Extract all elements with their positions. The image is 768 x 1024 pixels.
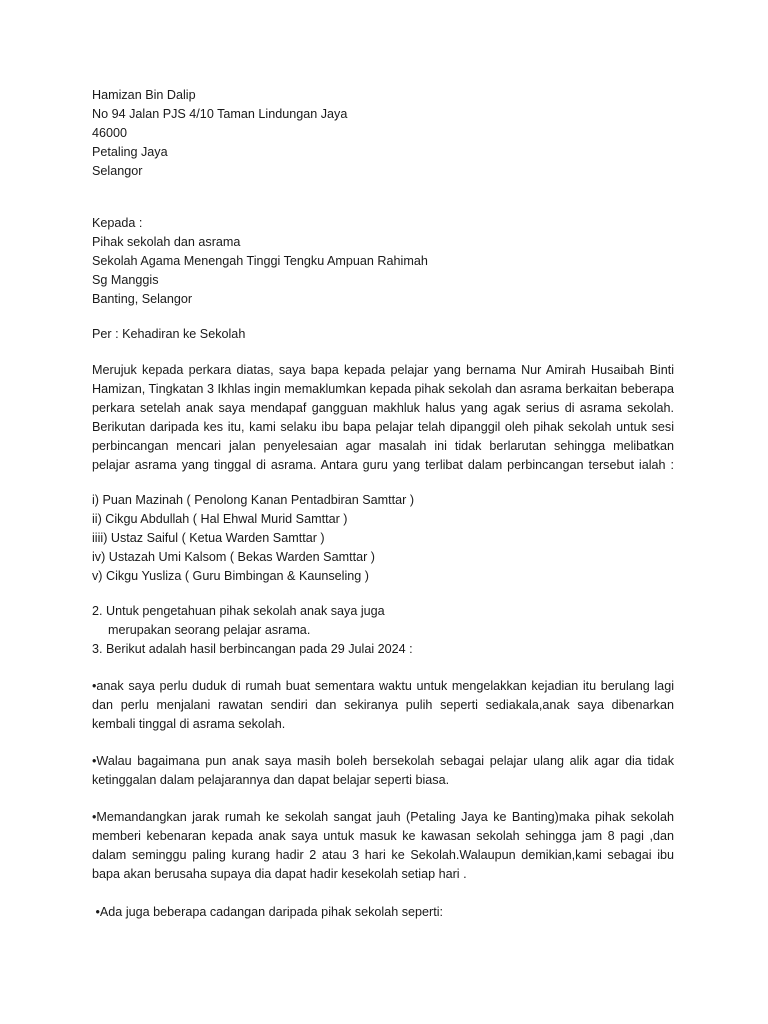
paragraph-line: dalam seminggu paling kurang hadir 2 atau 3 hari ke Sekolah.Walaupun demikian,kami sebagai ibu [92, 848, 674, 862]
sender-address [92, 86, 674, 181]
paragraph-line: perkara setelah anak saya mendapaf gangguan makhluk halus yang agak serius di asrama sekolah. [92, 401, 674, 415]
recipient-address [92, 214, 674, 309]
recipient-line: Pihak sekolah dan asrama [92, 235, 241, 249]
paragraph-line: •Memandangkan jarak rumah ke sekolah sangat jauh (Petaling Jaya ke Banting)maka pihak sekolah [92, 810, 674, 824]
sender-address-line: No 94 Jalan PJS 4/10 Taman Lindungan Jaya [92, 107, 348, 121]
sender-postcode: 46000 [92, 126, 128, 140]
paragraph-line: Hamizan, Tingkatan 3 Ikhlas ingin memaklumkan kepada pihak sekolah dan asrama berkaitan beberapa [92, 382, 674, 396]
bullet-paragraph [92, 752, 674, 790]
bullet-paragraph [92, 677, 674, 734]
sender-name: Hamizan Bin Dalip [92, 88, 196, 102]
paragraph-line: •Walau bagaimana pun anak saya masih boleh bersekolah sebagai pelajar ulang alik agar dia tidak [92, 754, 674, 768]
bullet-paragraph: •Ada juga beberapa cadangan daripada pihak sekolah seperti: [92, 905, 443, 919]
list-item: iv) Ustazah Umi Kalsom ( Bekas Warden Samttar ) [92, 550, 375, 564]
point-2-line: 2. Untuk pengetahuan pihak sekolah anak saya juga [92, 604, 385, 618]
paragraph-line: perbincangan mencari jalan penyelesaian agar masalah ini tidak berlarutan sehingga melibatkan [92, 439, 674, 453]
list-item: ii) Cikgu Abdullah ( Hal Ehwal Murid Samttar ) [92, 512, 348, 526]
list-item: iiii) Ustaz Saiful ( Ketua Warden Samttar ) [92, 531, 325, 545]
numbered-points [92, 602, 674, 659]
recipient-line: Sekolah Agama Menengah Tinggi Tengku Ampuan Rahimah [92, 254, 428, 268]
point-3: 3. Berikut adalah hasil berbincangan pada 29 Julai 2024 : [92, 642, 413, 656]
sender-state: Selangor [92, 164, 143, 178]
letter-subject: Per : Kehadiran ke Sekolah [92, 327, 246, 341]
teachers-list [92, 491, 674, 586]
paragraph-line: ketinggalan dalam pelajarannya dan dapat belajar seperti biasa. [92, 773, 450, 787]
paragraph-line: memberi kebenaran kepada anak saya untuk masuk ke kawasan sekolah sehingga jam 8 pagi ,dan [92, 829, 674, 843]
recipient-label: Kepada : [92, 216, 143, 230]
paragraph-line: dan perlu menjalani rawatan sendiri dan sekiranya pulih seperti sediakala,anak saya dibenarkan [92, 698, 674, 712]
paragraph-line: Berikutan daripada kes itu, kami selaku ibu bapa pelajar telah dipanggil oleh pihak sekolah untuk sesi [92, 420, 674, 434]
paragraph-line: kembali tinggal di asrama sekolah. [92, 717, 286, 731]
point-2-line: merupakan seorang pelajar asrama. [108, 623, 311, 637]
list-item: v) Cikgu Yusliza ( Guru Bimbingan & Kaunseling ) [92, 569, 369, 583]
paragraph-line: •anak saya perlu duduk di rumah buat sementara waktu untuk mengelakkan kejadian itu berulang lagi [92, 679, 674, 693]
sender-city: Petaling Jaya [92, 145, 168, 159]
paragraph-line: bapa akan berusaha supaya dia dapat hadir kesekolah setiap hari . [92, 867, 467, 881]
list-item: i) Puan Mazinah ( Penolong Kanan Pentadbiran Samttar ) [92, 493, 415, 507]
paragraph-line: pelajar asrama yang tinggal di asrama. Antara guru yang terlibat dalam perbincangan tersebut ialah : [92, 458, 674, 472]
recipient-line: Sg Manggis [92, 273, 159, 287]
paragraph-line: Merujuk kepada perkara diatas, saya bapa kepada pelajar yang bernama Nur Amirah Husaibah Binti [92, 363, 674, 377]
recipient-line: Banting, Selangor [92, 292, 193, 306]
intro-paragraph [92, 361, 674, 475]
bullet-paragraph [92, 808, 674, 884]
